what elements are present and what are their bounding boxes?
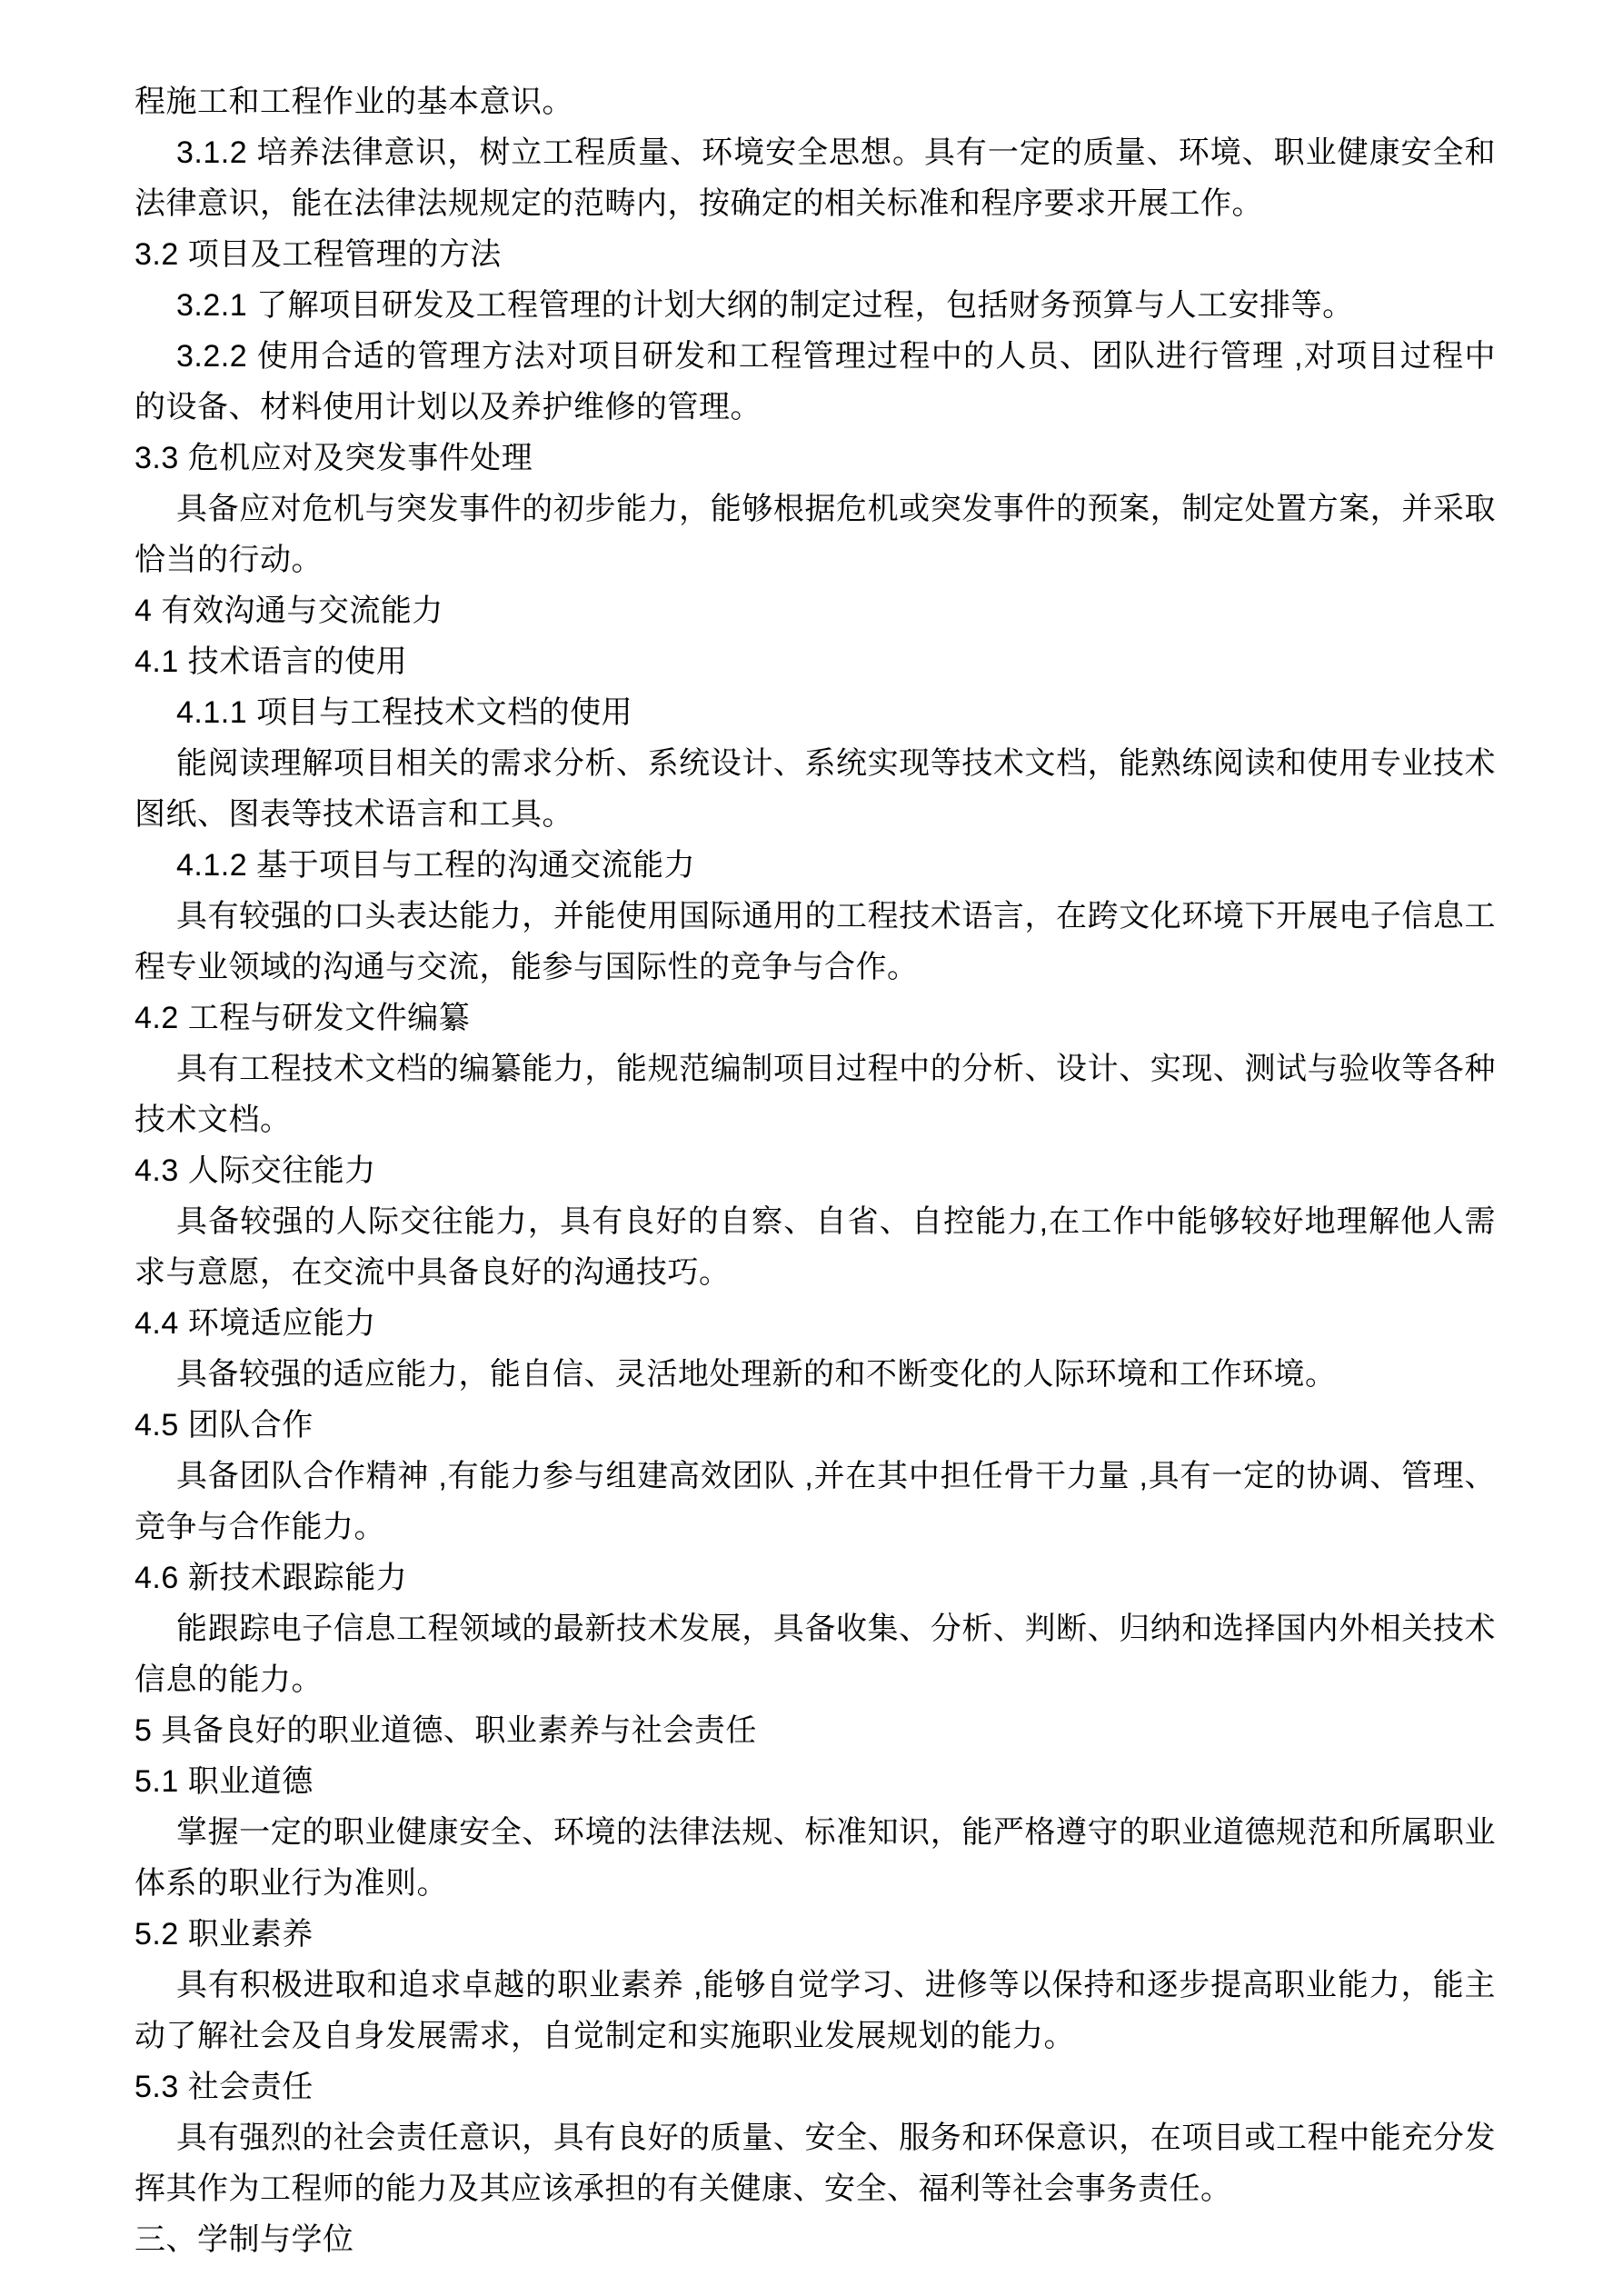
heading-4-2: 4.2 工程与研发文件编纂 [134, 1001, 471, 1035]
paragraph-5-3-body: 具有强烈的社会责任意识，具有良好的质量、安全、服务和环保意识，在项目或工程中能充分发挥其作为工程师的能力及其应该承担的有关健康、安全、福利等社会事务责任。 [134, 2121, 1496, 2206]
paragraph-continuation: 程施工和工程作业的基本意识。 [134, 85, 573, 119]
heading-4-5: 4.5 团队合作 [134, 1408, 314, 1442]
paragraph-5-2-body: 具有积极进取和追求卓越的职业素养 ,能够自觉学习、进修等以保持和逐步提高职业能力，能主动了解社会及自身发展需求，自觉制定和实施职业发展规划的能力。 [134, 1968, 1496, 2053]
heading-5-1: 5.1 职业道德 [134, 1764, 314, 1799]
paragraph-4-1-2-title: 4.1.2 基于项目与工程的沟通交流能力 [176, 848, 696, 883]
heading-3-3: 3.3 危机应对及突发事件处理 [134, 441, 533, 475]
paragraph-4-1-1-title: 4.1.1 项目与工程技术文档的使用 [176, 695, 633, 730]
paragraph-3-2-1: 3.2.1 了解项目研发及工程管理的计划大纲的制定过程，包括财务预算与人工安排等。 [176, 288, 1354, 323]
paragraph-4-5-body: 具备团队合作精神 ,有能力参与组建高效团队 ,并在其中担任骨干力量 ,具有一定的协调、管理、竞争与合作能力。 [134, 1459, 1496, 1544]
paragraph-4-3-body: 具备较强的人际交往能力，具有良好的自察、自省、自控能力,在工作中能够较好地理解他人需求与意愿，在交流中具备良好的沟通技巧。 [134, 1204, 1496, 1290]
heading-4-3: 4.3 人际交往能力 [134, 1153, 376, 1188]
paragraph-4-2-body: 具有工程技术文档的编纂能力，能规范编制项目过程中的分析、设计、实现、测试与验收等各种技术文档。 [134, 1052, 1496, 1137]
heading-4-1: 4.1 技术语言的使用 [134, 644, 408, 679]
heading-3-2: 3.2 项目及工程管理的方法 [134, 237, 502, 272]
heading-5-3: 5.3 社会责任 [134, 2070, 314, 2104]
paragraph-4-6-body: 能跟踪电子信息工程领域的最新技术发展，具备收集、分析、判断、归纳和选择国内外相关技术信息的能力。 [134, 1612, 1496, 1697]
chapter-heading-duration-and-degree: 三、学制与学位 [134, 2222, 354, 2257]
heading-5: 5 具备良好的职业道德、职业素养与社会责任 [134, 1713, 757, 1748]
heading-4: 4 有效沟通与交流能力 [134, 594, 443, 628]
paragraph-4-4-body: 具备较强的适应能力，能自信、灵活地处理新的和不断变化的人际环境和工作环境。 [176, 1357, 1337, 1392]
heading-4-6: 4.6 新技术跟踪能力 [134, 1561, 408, 1595]
paragraph-5-1-body: 掌握一定的职业健康安全、环境的法律法规、标准知识，能严格遵守的职业道德规范和所属职业体系的职业行为准则。 [134, 1815, 1496, 1901]
paragraph-3-2-2: 3.2.2 使用合适的管理方法对项目研发和工程管理过程中的人员、团队进行管理 ,对项目过程中的设备、材料使用计划以及养护维修的管理。 [134, 339, 1496, 424]
paragraph-3-3-body: 具备应对危机与突发事件的初步能力，能够根据危机或突发事件的预案，制定处置方案，并采取恰当的行动。 [134, 492, 1496, 577]
paragraph-4-1-2-body: 具有较强的口头表达能力，并能使用国际通用的工程技术语言，在跨文化环境下开展电子信息工程专业领域的沟通与交流，能参与国际性的竞争与合作。 [134, 899, 1496, 984]
heading-4-4: 4.4 环境适应能力 [134, 1306, 376, 1341]
heading-5-2: 5.2 职业素养 [134, 1917, 314, 1952]
document-page [134, 76, 1496, 2265]
paragraph-3-1-2: 3.1.2 培养法律意识，树立工程质量、环境安全思想。具有一定的质量、环境、职业健康安全和法律意识，能在法律法规规定的范畴内，按确定的相关标准和程序要求开展工作。 [134, 135, 1496, 221]
paragraph-4-1-1-body: 能阅读理解项目相关的需求分析、系统设计、系统实现等技术文档，能熟练阅读和使用专业技术图纸、图表等技术语言和工具。 [134, 746, 1496, 832]
